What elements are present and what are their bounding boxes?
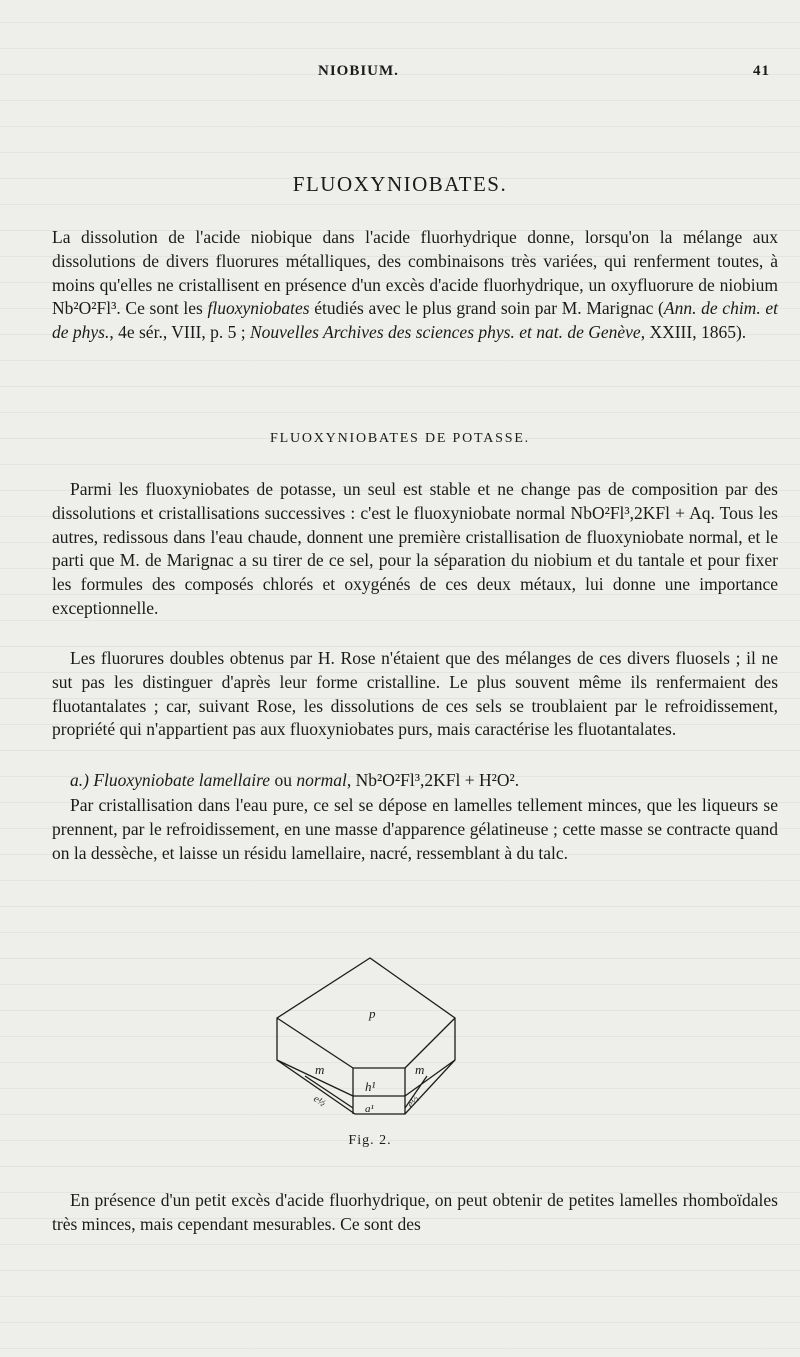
face-label-h1: h¹: [365, 1079, 376, 1094]
running-title: NIOBIUM.: [318, 63, 399, 79]
item-formula: , Nb²O²Fl³,2KFl + H²O².: [346, 770, 520, 790]
paragraph-rhomboidal: En présence d'un petit excès d'acide fluorhydrique, on peut obtenir de petites lamelles rhomboïdales très minces, mais cependant mesurables. Ce sont des: [52, 1190, 778, 1234]
paragraph-lamellaire-heading: [52, 769, 778, 793]
face-label-p: p: [369, 1006, 376, 1021]
crystal-edge: [405, 1018, 455, 1068]
intro-text-2: étudiés avec le plus grand soin par M. Marignac (: [309, 298, 664, 319]
item-name-italic-2: normal: [296, 770, 347, 790]
item-label: a.): [70, 770, 89, 790]
intro-italic-journal: Ann. de chim. et de phys.: [52, 298, 778, 343]
face-label-m-right: m: [415, 1062, 425, 1077]
item-connector: ou: [270, 770, 297, 790]
intro-italic-archives: Nouvelles Archives des sciences phys. et nat. de Genève: [249, 322, 641, 343]
intro-text-4: , XXIII, 1865).: [640, 322, 747, 343]
figure-caption: Fig. 2.: [348, 1133, 392, 1148]
face-label-m-left: m: [315, 1062, 325, 1077]
intro-text-1: La dissolution de l'acide niobique dans l'acide fluorhydrique donne, lorsqu'on la mélange aux dissolutions de divers fluorures métalliques, des combinaisons très variées, qui renferment toutes, à moins qu'elles ne cristallisent en présence d'un excès d'acide fluorhydrique, un oxyfluorure de niobium Nb²O²Fl³. Ce sont les: [52, 227, 778, 319]
face-label-e-left: e½: [311, 1093, 328, 1110]
crystal-edge: [277, 1018, 353, 1068]
item-name-italic: Fluoxyniobate lamellaire: [93, 770, 271, 790]
paragraph-rose: Les fluorures doubles obtenus par H. Rose n'étaient que des mélanges de ces divers fluosels ; il ne sut pas les distinguer d'après leur forme cristalline. Le plus souvent même ils renfermaient des fluotantalates ; car, suivant Rose, les dissolutions de ces sels se troublaient par le refroidissement, propriété qui n'appartient pas aux fluoxyniobates purs, mais caractérise les fluotantalates.: [52, 648, 778, 740]
face-label-a1: a¹: [365, 1103, 374, 1115]
paragraph-potasse: Parmi les fluoxyniobates de potasse, un seul est stable et ne change pas de composition par des dissolutions et cristallisations successives : c'est le fluoxyniobate normal NbO²Fl³,2KFl + Aq. Tous les autres, redissous dans l'eau chaude, donnent une première cristallisation de fluoxyniobate normal, et le parti que M. de Marignac a su tirer de ce sel, pour la séparation du niobium et du tantale et pour fixer les formules des composés chlorés et oxygénés de ces deux métaux, lui donne une importance exceptionnelle.: [52, 479, 778, 618]
page-number: 41: [753, 63, 770, 79]
paragraph-intro: [52, 226, 778, 345]
face-label-e-right: e½: [405, 1093, 422, 1111]
subsection-title: FLUOXYNIOBATES DE POTASSE.: [270, 431, 530, 446]
crystal-figure: [265, 956, 465, 1126]
intro-italic-term: fluoxyniobates: [207, 298, 310, 319]
intro-text-3: , 4e sér., VIII, p. 5 ;: [109, 322, 250, 343]
paragraph-crystallisation: Par cristallisation dans l'eau pure, ce sel se dépose en lamelles tellement minces, que les liqueurs se prennent, par le refroidissement, en une masse d'apparence gélatineuse ; cette masse se contracte quand on la dessèche, et laisse un résidu lamellaire, nacré, ressemblant à du talc.: [52, 795, 778, 863]
section-title: FLUOXYNIOBATES.: [292, 172, 508, 196]
crystal-edge: [405, 1060, 455, 1096]
